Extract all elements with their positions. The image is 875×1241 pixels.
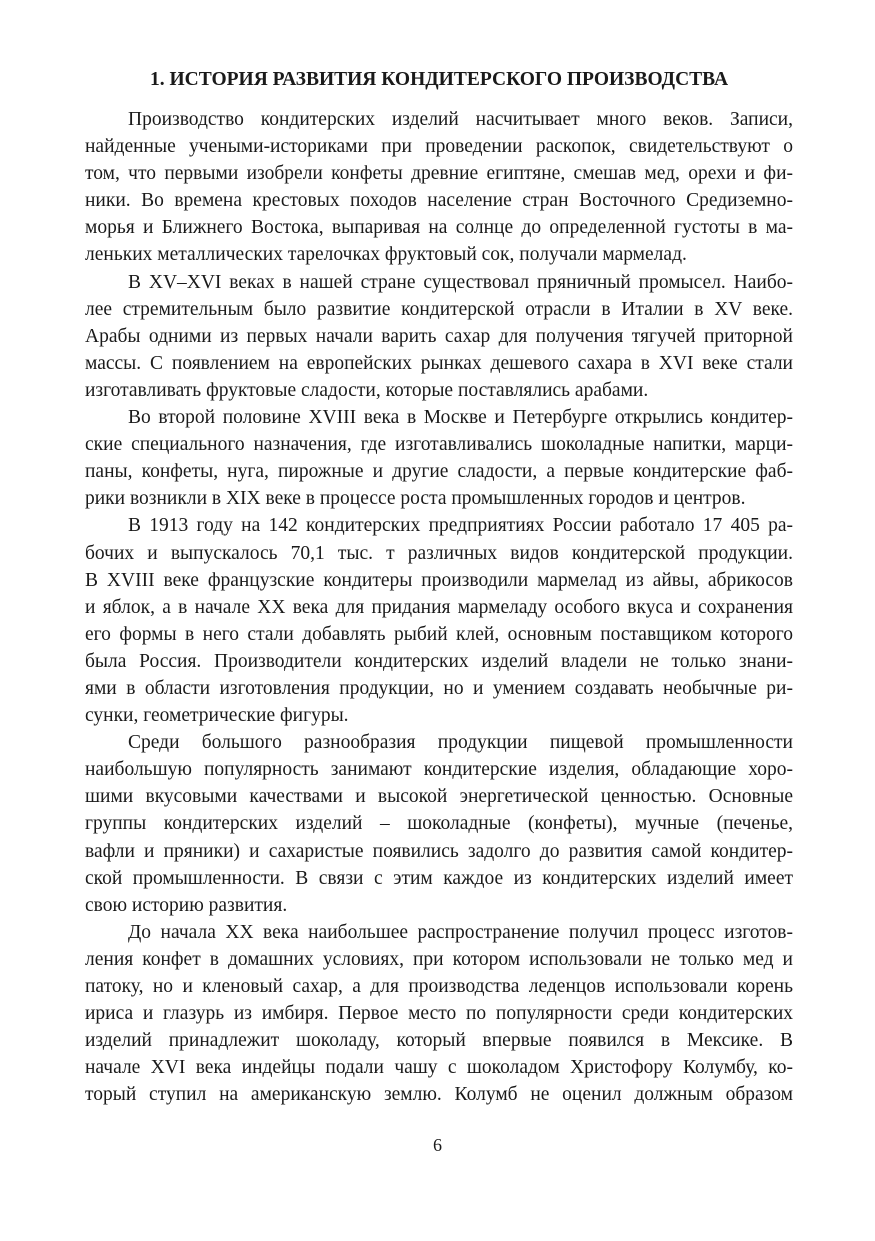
- paragraph: [85, 404, 793, 512]
- text-line: сунки, геометрические фигуры.: [85, 705, 349, 727]
- text-line: ские специального назначения, где изготавливались шоколадные напитки, марци-: [85, 434, 793, 456]
- text-line: начале XVI века индейцы подали чашу с шоколадом Христофору Колумбу, ко-: [85, 1057, 793, 1079]
- paragraph: [85, 512, 793, 729]
- paragraph: [85, 106, 793, 269]
- text-line: морья и Ближнего Востока, выпаривая на солнце до определенной густоты в ма-: [85, 217, 793, 239]
- text-line: ириса и глазурь из имбиря. Первое место по популярности среди кондитерских: [85, 1003, 793, 1025]
- body-text: [85, 106, 793, 1108]
- text-line: и яблок, а в начале XX века для придания мармеладу особого вкуса и сохранения: [85, 596, 793, 618]
- text-line: Среди большого разнообразия продукции пищевой промышленности: [128, 732, 793, 754]
- text-line: ями в области изготовления продукции, но и умением создавать необычные ри-: [85, 677, 793, 699]
- text-line: изделий принадлежит шоколаду, который впервые появился в Мексике. В: [85, 1030, 793, 1052]
- text-line: Производство кондитерских изделий насчитывает много веков. Записи,: [128, 109, 793, 130]
- text-line: вафли и пряники) и сахаристые появились задолго до развития самой кондитер-: [85, 840, 793, 862]
- text-line: том, что первыми изобрели конфеты древние египтяне, смешав мед, орехи и фи-: [85, 163, 793, 185]
- text-line: рики возникли в XIX веке в процессе роста промышленных городов и центров.: [85, 488, 746, 510]
- paragraph: [85, 269, 793, 404]
- paragraph: [85, 729, 793, 919]
- text-line: найденные учеными-историками при проведении раскопок, свидетельствуют о: [85, 136, 793, 158]
- text-line: ления конфет в домашних условиях, при котором использовали не только мед и: [85, 948, 793, 970]
- paragraph: [85, 919, 793, 1109]
- text-line: В 1913 году на 142 кондитерских предприятиях России работало 17 405 ра-: [128, 515, 793, 537]
- text-line: наибольшую популярность занимают кондитерские изделия, обладающие хоро-: [85, 759, 793, 781]
- text-line: торый ступил на американскую землю. Колумб не оценил должным образом: [85, 1084, 793, 1106]
- text-line: свою историю развития.: [85, 894, 288, 916]
- text-line: массы. С появлением на европейских рынках дешевого сахара в XVI веке стали: [85, 352, 793, 374]
- text-line: ники. Во времена крестовых походов население стран Восточного Средиземно-: [85, 190, 793, 212]
- chapter-title: 1. ИСТОРИЯ РАЗВИТИЯ КОНДИТЕРСКОГО ПРОИЗВОДСТВА: [149, 69, 729, 90]
- text-line: бочих и выпускалось 70,1 тыс. т различных видов кондитерской продукции.: [85, 542, 793, 564]
- text-line: леньких металлических тарелочках фруктовый сок, получали мармелад.: [85, 244, 687, 266]
- text-line: Во второй половине XVIII века в Москве и Петербурге открылись кондитер-: [128, 407, 793, 429]
- text-line: была Россия. Производители кондитерских изделий владели не только знани-: [85, 650, 793, 672]
- text-line: В XVIII веке французские кондитеры производили мармелад из айвы, абрикосов: [85, 569, 793, 591]
- text-line: До начала XX века наибольшее распространение получил процесс изготов-: [128, 921, 793, 943]
- text-line: изготавливать фруктовые сладости, которые поставлялись арабами.: [85, 379, 649, 401]
- page-number: 6: [433, 1135, 442, 1155]
- text-line: его формы в него стали добавлять рыбий клей, основным поставщиком которого: [85, 623, 793, 645]
- text-line: патоку, но и кленовый сахар, а для производства леденцов использовали корень: [85, 976, 793, 997]
- text-line: паны, конфеты, нуга, пирожные и другие сладости, а первые кондитерские фаб-: [85, 461, 793, 483]
- text-line: группы кондитерских изделий – шоколадные (конфеты), мучные (печенье,: [85, 813, 793, 835]
- text-line: лее стремительным было развитие кондитерской отрасли в Италии в XV веке.: [85, 298, 793, 320]
- text-line: В XV–XVI веках в нашей стране существовал пряничный промысел. Наибо-: [128, 271, 793, 293]
- text-line: шими вкусовыми качествами и высокой энергетической ценностью. Основные: [85, 786, 793, 808]
- text-line: ской промышленности. В связи с этим каждое из кондитерских изделий имеет: [85, 867, 793, 889]
- text-line: Арабы одними из первых начали варить сахар для получения тягучей приторной: [85, 325, 793, 347]
